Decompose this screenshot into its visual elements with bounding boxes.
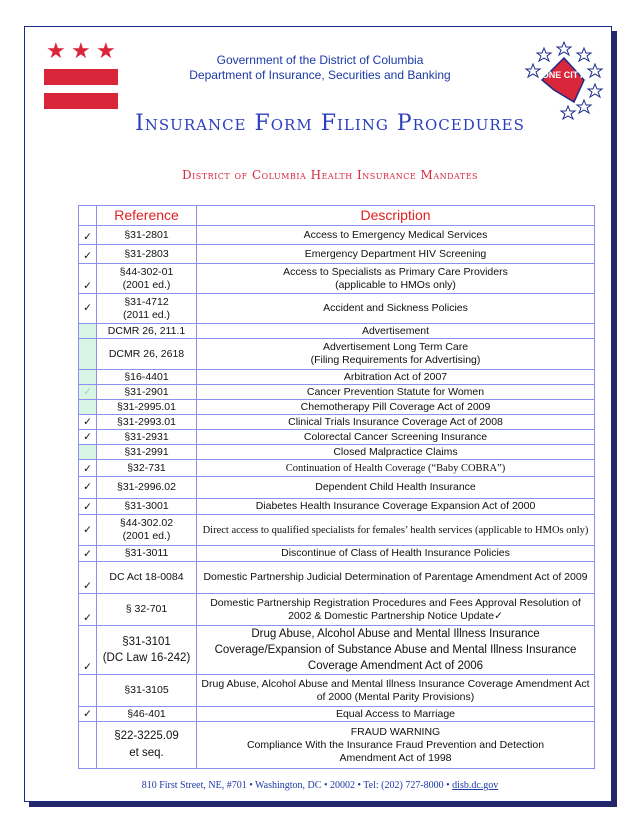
reference-cell: §16-4401	[124, 370, 169, 383]
table-row	[79, 226, 595, 245]
table-row	[79, 562, 595, 594]
checkmark-icon: ✓	[79, 499, 97, 515]
star-icon: ★	[46, 38, 66, 63]
checkmark-icon: ✓	[79, 245, 97, 264]
description-note: Amendment Act of 1998	[339, 751, 452, 764]
checkmark-icon: ✓	[79, 430, 97, 445]
reference-cell: §31-2993.01	[117, 415, 176, 428]
table-row	[79, 400, 595, 415]
mandates-table	[78, 205, 595, 769]
flag-stripe	[44, 93, 118, 109]
table-row	[79, 445, 595, 460]
footer	[40, 780, 600, 791]
reference-edition: (2001 ed.)	[122, 278, 171, 291]
checkmark-icon: ✓	[79, 546, 97, 562]
empty-check-cell	[79, 324, 97, 339]
table-row	[79, 515, 595, 546]
government-name: Government of the District of Columbia	[216, 53, 424, 67]
checkmark-icon: ✓	[79, 626, 97, 675]
reference-cell: §31-2901	[124, 385, 169, 398]
description-cell: Compliance With the Insurance Fraud Prevention and Detection	[246, 738, 545, 751]
reference-cell: §22-3225.09	[114, 730, 179, 742]
empty-check-cell	[79, 370, 97, 385]
reference-cell: §31-2991	[124, 445, 169, 458]
table-row	[79, 460, 595, 477]
empty-check-cell	[79, 339, 97, 370]
description-cell: Diabetes Health Insurance Coverage Expansion Act of 2000	[255, 500, 536, 512]
reference-cell: §31-2803	[124, 247, 169, 260]
reference-cell: §31-2996.02	[117, 481, 176, 493]
reference-cell: §44-302.02	[119, 517, 174, 529]
checkmark-icon: ✓	[79, 294, 97, 324]
empty-check-cell	[79, 400, 97, 415]
description-cell: Chemotherapy Pill Coverage Act of 2009	[300, 400, 491, 413]
checkmark-icon: ✓	[79, 226, 97, 245]
description-cell: Advertisement Long Term Care	[322, 341, 469, 353]
description-cell: Accident and Sickness Policies	[323, 302, 468, 314]
table-row	[79, 264, 595, 294]
description-cell: Advertisement	[361, 324, 430, 337]
checkmark-icon: ✓	[79, 707, 97, 722]
description-cell: Dependent Child Health Insurance	[315, 481, 476, 493]
reference-cell: §31-3105	[124, 684, 169, 696]
description-cell: Continuation of Health Coverage (“Baby COBRA”)	[285, 462, 506, 474]
checkmark-icon: ✓	[79, 415, 97, 430]
table-row	[79, 324, 595, 339]
table-row	[79, 546, 595, 562]
description-cell: Domestic Partnership Registration Procedures and Fees Approval Resolution of 2002 & Domestic Partnership Notice Update✓	[210, 596, 581, 622]
empty-check-cell	[79, 445, 97, 460]
checkmark-icon: ✓	[79, 562, 97, 594]
table-row	[79, 415, 595, 430]
checkmark-icon: ✓	[79, 385, 97, 400]
table-header-row	[79, 206, 595, 226]
description-cell: Colorectal Cancer Screening Insurance	[303, 430, 488, 443]
seal-text: ONE CITY	[541, 70, 585, 80]
description-cell: Access to Specialists as Primary Care Providers	[283, 265, 508, 278]
description-cell: Arbitration Act of 2007	[343, 370, 448, 383]
reference-cell: §46-401	[127, 707, 166, 720]
reference-cell: §31-2995.01	[117, 400, 176, 413]
checkmark-icon: ✓	[79, 594, 97, 626]
description-note: (Filing Requirements for Advertising)	[310, 354, 481, 366]
empty-check-cell	[79, 722, 97, 769]
description-cell: Closed Malpractice Claims	[333, 445, 458, 458]
description-cell: Emergency Department HIV Screening	[304, 247, 487, 260]
department-name: Department of Insurance, Securities and Banking	[189, 68, 451, 82]
document-subtitle: District of Columbia Health Insurance Mandates	[181, 168, 479, 182]
reference-cell: §31-3001	[124, 500, 169, 512]
reference-cell: DCMR 26, 211.1	[107, 324, 186, 337]
table-row	[79, 707, 595, 722]
checkmark-icon: ✓	[79, 515, 97, 546]
description-cell: Access to Emergency Medical Services	[303, 228, 488, 241]
table-row	[79, 675, 595, 707]
table-row	[79, 245, 595, 264]
reference-edition: (2011 ed.)	[122, 308, 171, 321]
description-cell: Domestic Partnership Judicial Determination of Parentage Amendment Act of 2009	[203, 571, 588, 583]
header-reference: Reference	[97, 206, 197, 226]
reference-cell: DC Act 18-0084	[109, 571, 184, 583]
reference-cell: § 32-701	[125, 603, 168, 615]
description-cell: Drug Abuse, Alcohol Abuse and Mental Illness Insurance Coverage Amendment Act of 2000 (Mental Parity Provisions)	[201, 677, 590, 703]
header-check-cell	[79, 206, 97, 226]
table-row	[79, 339, 595, 370]
website-link[interactable]: disb.dc.gov	[452, 780, 499, 791]
table-row	[79, 294, 595, 324]
document-title: Insurance Form Filing Procedures	[135, 111, 525, 136]
reference-cell: §44-302-01	[119, 265, 174, 278]
description-cell: Drug Abuse, Alcohol Abuse and Mental Illness Insurance Coverage/Expansion of Substance Abuse and Mental Illness Insurance Coverage Amendment Act of 2006	[214, 628, 577, 672]
reference-cell: §31-3011	[124, 547, 169, 559]
reference-cell: §31-3101	[122, 636, 171, 648]
description-cell: Discontinue of Class of Health Insurance Policies	[281, 547, 510, 559]
table-row	[79, 722, 595, 769]
footer-address: 810 First Street, NE, #701 • Washington, DC • 20002 • Tel: (202) 727-8000 •	[141, 780, 450, 791]
flag-stripe	[44, 69, 118, 85]
table-row	[79, 477, 595, 499]
reference-cell: DCMR 26, 2618	[108, 347, 185, 360]
dc-flag-logo	[44, 40, 118, 114]
fraud-warning-heading: FRAUD WARNING	[350, 725, 441, 738]
empty-check-cell	[79, 675, 97, 707]
header-description: Description	[197, 206, 595, 226]
star-icon: ★	[71, 38, 91, 63]
reference-edition: (2001 ed.)	[122, 530, 171, 542]
reference-cell: §32-731	[127, 461, 166, 474]
table-row	[79, 499, 595, 515]
description-cell: Cancer Prevention Statute for Women	[306, 385, 485, 398]
star-icon: ★	[96, 38, 116, 63]
checkmark-icon: ✓	[79, 477, 97, 499]
table-row	[79, 626, 595, 675]
table-row	[79, 594, 595, 626]
checkmark-icon: ✓	[79, 264, 97, 294]
description-note: (applicable to HMOs only)	[335, 278, 456, 291]
reference-cell: §31-2801	[124, 228, 169, 241]
description-cell: Direct access to qualified specialists for females’ health services (applicable to HMOs only)	[202, 524, 589, 536]
reference-law: (DC Law 16-242)	[102, 652, 191, 664]
reference-cell: §31-4712	[124, 295, 169, 308]
one-city-seal-logo	[524, 40, 604, 120]
table-row	[79, 385, 595, 400]
reference-suffix: et seq.	[129, 747, 164, 759]
checkmark-icon: ✓	[79, 460, 97, 477]
description-cell: Equal Access to Marriage	[335, 707, 456, 720]
table-row	[79, 430, 595, 445]
reference-cell: §31-2931	[124, 430, 169, 443]
table-row	[79, 370, 595, 385]
description-cell: Clinical Trials Insurance Coverage Act of 2008	[288, 415, 503, 428]
